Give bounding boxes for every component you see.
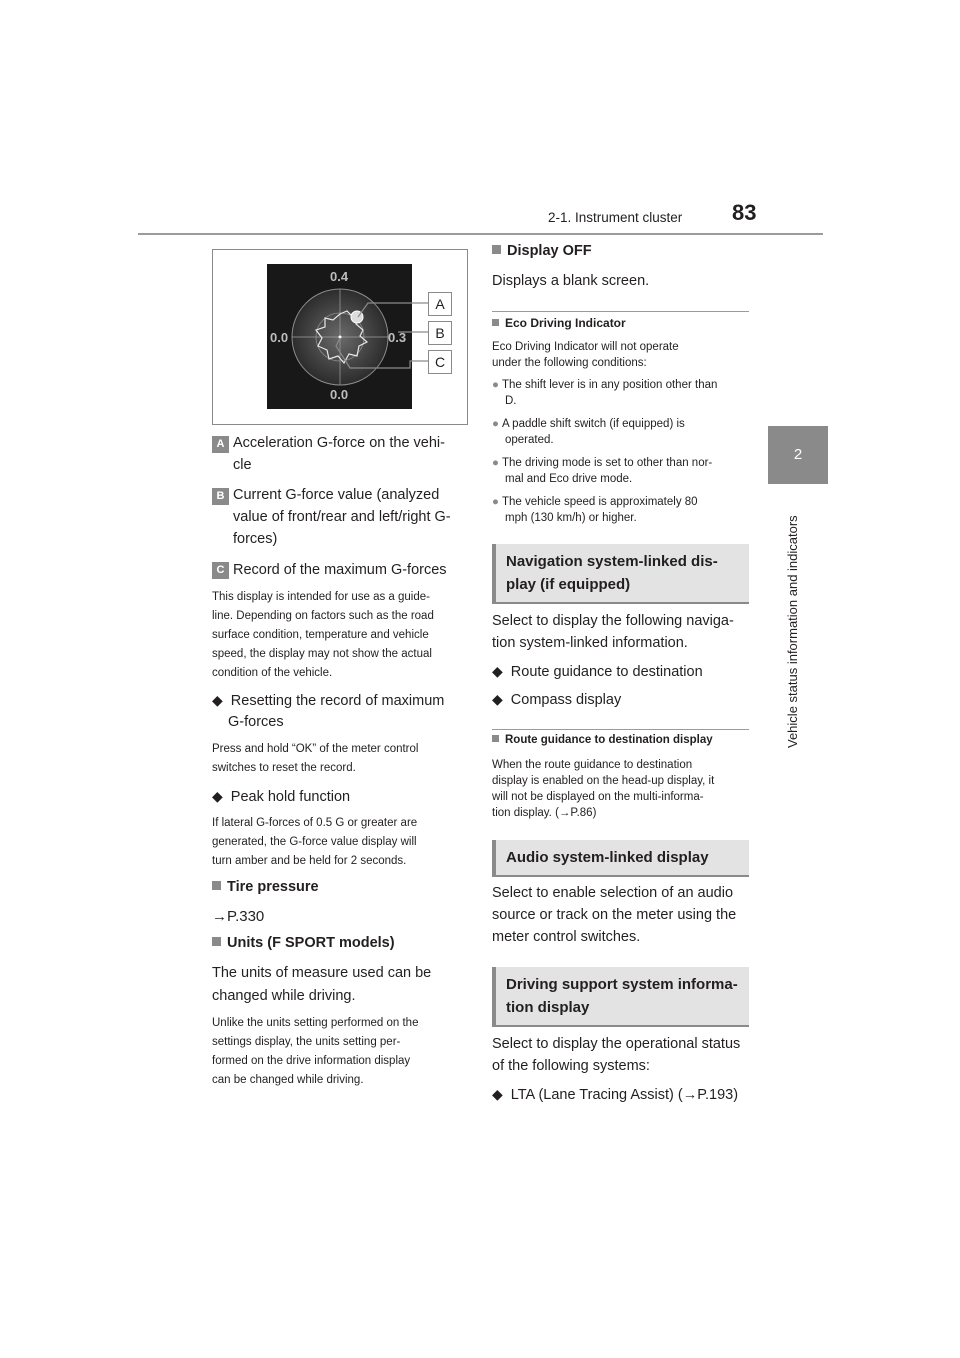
peak-text-2: generated, the G-force value display will [212, 836, 417, 848]
display-off-text: Displays a blank screen. [492, 273, 650, 289]
nav-section-heading [492, 544, 749, 604]
nav-text-1: Select to display the following naviga- [492, 613, 734, 629]
legend-text-b-3: forces) [233, 531, 278, 547]
guideline-note-1: This display is intended for use as a guide- [212, 591, 430, 603]
eco-condition-3-a: The driving mode is set to other than nor- [501, 457, 713, 469]
square-bullet-icon [212, 881, 221, 890]
square-bullet-icon [212, 937, 221, 946]
eco-condition-3-b: mal and Eco drive mode. [505, 473, 633, 485]
callout-lines [330, 290, 440, 380]
audio-text-3: meter control switches. [492, 929, 641, 945]
nav-heading-2: play (if equipped) [506, 576, 631, 593]
eco-condition-1-a: The shift lever is in any position other than [501, 379, 718, 391]
reset-text-1: Press and hold “OK” of the meter control [212, 743, 419, 755]
legend-text-a-2: cle [233, 457, 252, 473]
gauge-label-top: 0.4 [330, 269, 349, 284]
eco-condition-3 [492, 455, 752, 487]
units-note-4: can be changed while driving. [212, 1074, 364, 1086]
gauge-label-right: 0.3 [388, 330, 407, 345]
reset-title-1: Resetting the record of maximum [230, 693, 445, 709]
bullet-icon: ◆ [212, 788, 223, 804]
units-heading [212, 935, 395, 951]
drive-section-heading [492, 967, 749, 1027]
peak-title: Peak hold function [230, 789, 351, 805]
callout-line-a [358, 303, 428, 317]
callout-c: C [428, 350, 452, 374]
eco-condition-4-b: mph (130 km/h) or higher. [505, 512, 637, 524]
peak-text-1: If lateral G-forces of 0.5 G or greater are [212, 817, 418, 829]
audio-section-heading [492, 840, 749, 877]
audio-heading: Audio system-linked display [506, 849, 709, 866]
eco-condition-2-a: A paddle shift switch (if equipped) is [501, 418, 685, 430]
legend-text-b-2: value of front/rear and left/right G- [233, 509, 451, 525]
guideline-note-3: surface condition, temperature and vehicle [212, 629, 429, 641]
legend-text-a-1: Acceleration G-force on the vehi- [233, 435, 445, 451]
units-note-1: Unlike the units setting performed on the [212, 1017, 419, 1029]
units-note-2: settings display, the units setting per- [212, 1036, 401, 1048]
drive-item-lta-text: LTA (Lane Tracing Assist) (→P.193) [510, 1087, 739, 1103]
dot-bullet-icon: ● [492, 418, 499, 430]
tire-heading [212, 879, 319, 895]
drive-heading-2: tion display [506, 999, 590, 1016]
eco-condition-4-a: The vehicle speed is approximately 80 [501, 496, 698, 508]
bullet-icon: ◆ [492, 663, 503, 679]
legend-letter-a: A [212, 436, 229, 453]
peak-text-3: turn amber and be held for 2 seconds. [212, 855, 407, 867]
bullet-icon: ◆ [492, 691, 503, 707]
chapter-side-title [787, 494, 807, 754]
nav-text-2: tion system-linked information. [492, 635, 688, 651]
units-text-2: changed while driving. [212, 988, 356, 1004]
nav-item-route [492, 660, 703, 683]
audio-text-2: source or track on the meter using the [492, 907, 737, 923]
nav-heading-1: Navigation system-linked dis- [506, 553, 718, 570]
dot-bullet-icon: ● [492, 379, 499, 391]
eco-intro [492, 339, 679, 371]
chapter-side-title-text: Vehicle status information and indicators [785, 515, 800, 748]
page-number: 83 [732, 200, 757, 225]
drive-item-lta [492, 1083, 738, 1106]
tire-page-ref[interactable]: →P.330 [212, 908, 265, 925]
peak-item [212, 785, 350, 808]
legend-letter-c: C [212, 562, 229, 579]
divider [492, 311, 749, 312]
display-off-heading-text: Display OFF [507, 243, 592, 259]
route-text-4: tion display. (→P.86) [492, 807, 597, 819]
header-divider [138, 233, 823, 235]
legend-text-c-1: Record of the maximum G-forces [233, 562, 447, 578]
eco-heading-text: Eco Driving Indicator [505, 316, 626, 330]
route-text-3: will not be displayed on the multi-informa- [492, 791, 704, 803]
dot-bullet-icon: ● [492, 457, 499, 469]
square-bullet-icon [492, 735, 499, 742]
display-off-heading [492, 243, 592, 259]
legend-text-b-1: Current G-force value (analyzed [233, 487, 440, 503]
eco-condition-1-b: D. [505, 395, 517, 407]
nav-item-compass-text: Compass display [510, 692, 622, 708]
audio-text-1: Select to enable selection of an audio [492, 885, 734, 901]
units-heading-text: Units (F SPORT models) [227, 935, 395, 951]
reset-text-2: switches to reset the record. [212, 762, 356, 774]
eco-intro-1: Eco Driving Indicator will not operate [492, 341, 679, 353]
bullet-icon: ◆ [212, 692, 223, 708]
guideline-note-2: line. Depending on factors such as the road [212, 610, 434, 622]
square-bullet-icon [492, 319, 499, 326]
guideline-note-5: condition of the vehicle. [212, 667, 333, 679]
gauge-label-left: 0.0 [270, 330, 289, 345]
eco-condition-1 [492, 377, 752, 409]
square-bullet-icon [492, 245, 501, 254]
route-text-1: When the route guidance to destination [492, 759, 693, 771]
guideline-note-4: speed, the display may not show the actual [212, 648, 432, 660]
bullet-icon: ◆ [492, 1086, 503, 1102]
callout-a: A [428, 292, 452, 316]
units-note-3: formed on the drive information display [212, 1055, 411, 1067]
nav-item-compass [492, 688, 621, 711]
legend-letter-b: B [212, 488, 229, 505]
route-heading-text: Route guidance to destination display [505, 734, 713, 746]
units-text-1: The units of measure used can be [212, 965, 432, 981]
eco-heading [492, 316, 626, 330]
nav-item-route-text: Route guidance to destination [510, 664, 703, 680]
gauge-label-bottom: 0.0 [330, 387, 349, 402]
chapter-tab: 2 [768, 426, 828, 484]
eco-intro-2: under the following conditions: [492, 357, 647, 369]
callout-line-c [336, 338, 428, 368]
route-heading [492, 734, 713, 746]
drive-text-1: Select to display the operational status [492, 1036, 741, 1052]
eco-condition-4 [492, 494, 752, 526]
drive-text-2: of the following systems: [492, 1058, 650, 1074]
callout-b: B [428, 321, 452, 345]
section-title: 2-1. Instrument cluster [548, 210, 683, 225]
route-text [492, 757, 714, 821]
eco-condition-2-b: operated. [505, 434, 554, 446]
divider [492, 729, 749, 730]
reset-title-2: G-forces [228, 714, 284, 730]
dot-bullet-icon: ● [492, 496, 499, 508]
eco-condition-2 [492, 416, 752, 448]
drive-heading-1: Driving support system informa- [506, 976, 738, 993]
route-text-2: display is enabled on the head-up display, it [492, 775, 715, 787]
tire-heading-text: Tire pressure [227, 879, 319, 895]
reset-item [212, 689, 444, 712]
